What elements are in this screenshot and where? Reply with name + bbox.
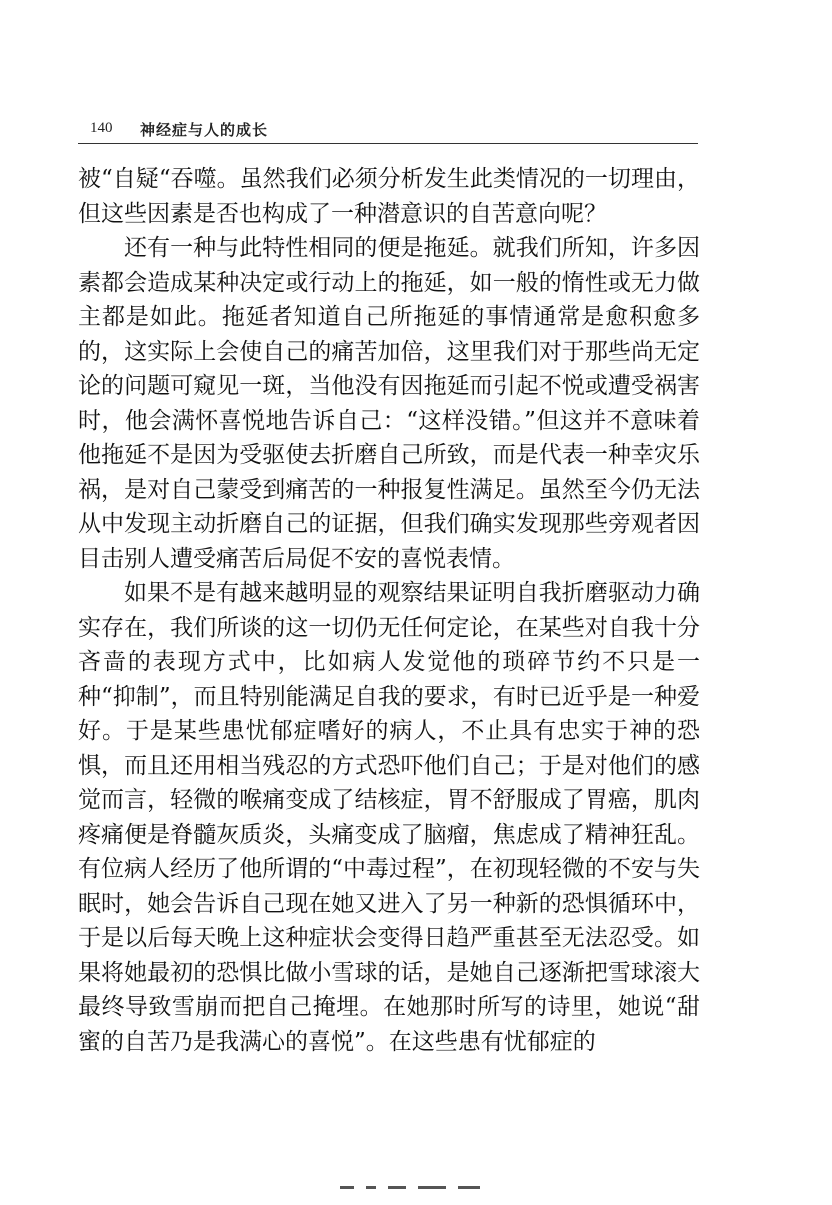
paragraph-3: 如果不是有越来越明显的观察结果证明自我折磨驱动力确实存在，我们所谈的这一切仍无任何定论，在某些对自我十分吝啬的表现方式中，比如病人发觉他的琐碎节约不只是一种“抑制”，而且特别能满足自我的要求，有时已近乎是一种爱好。于是某些患忧郁症嗜好的病人，不止具有忠实于神的恐惧，而且还用相当残忍的方式恐吓他们自己；于是对他们的感觉而言，轻微的喉痛变成了结核症，胃不舒服成了胃癌，肌肉疼痛便是脊髓灰质炎，头痛变成了脑瘤，焦虑成了精神狂乱。有位病人经历了他所谓的“中毒过程”，在初现轻微的不安与失眠时，她会告诉自己现在她又进入了另一种新的恐惧循环中，于是以后每天晚上这种症状会变得日趋严重甚至无法忍受。如果将她最初的恐惧比做小雪球的话，是她自己逐渐把雪球滚大最终导致雪崩而把自己掩埋。在她那时所写的诗里，她说“甜蜜的自苦乃是我满心的喜悦”。在这些患有忧郁症的 [78,580,700,1055]
running-title: 神经症与人的成长 [140,121,269,139]
footer-scan-marks [340,1186,580,1192]
page-number: 140 [90,120,113,136]
paragraph-1: 被“自疑“吞噬。虽然我们必须分析发生此类情况的一切理由，但这些因素是否也构成了一种潜意识的自苦意向呢？ [78,166,700,227]
paragraph-2: 还有一种与此特性相同的便是拖延。就我们所知，许多因素都会造成某种决定或行动上的拖延，如一般的惰性或无力做主都是如此。拖延者知道自己所拖延的事情通常是愈积愈多的，这实际上会使自己的痛苦加倍，这里我们对于那些尚无定论的问题可窥见一斑，当他没有因拖延而引起不悦或遭受祸害时，他会满怀喜悦地告诉自己：“这样没错。”但这并不意味着他拖延不是因为受驱使去折磨自己所致，而是代表一种幸灾乐祸，是对自己蒙受到痛苦的一种报复性满足。虽然至今仍无法从中发现主动折磨自己的证据，但我们确实发现那些旁观者因目击别人遭受痛苦后局促不安的喜悦表情。 [78,235,700,572]
header-rule [78,143,698,144]
page-header [78,116,698,142]
body-text [78,162,700,1059]
